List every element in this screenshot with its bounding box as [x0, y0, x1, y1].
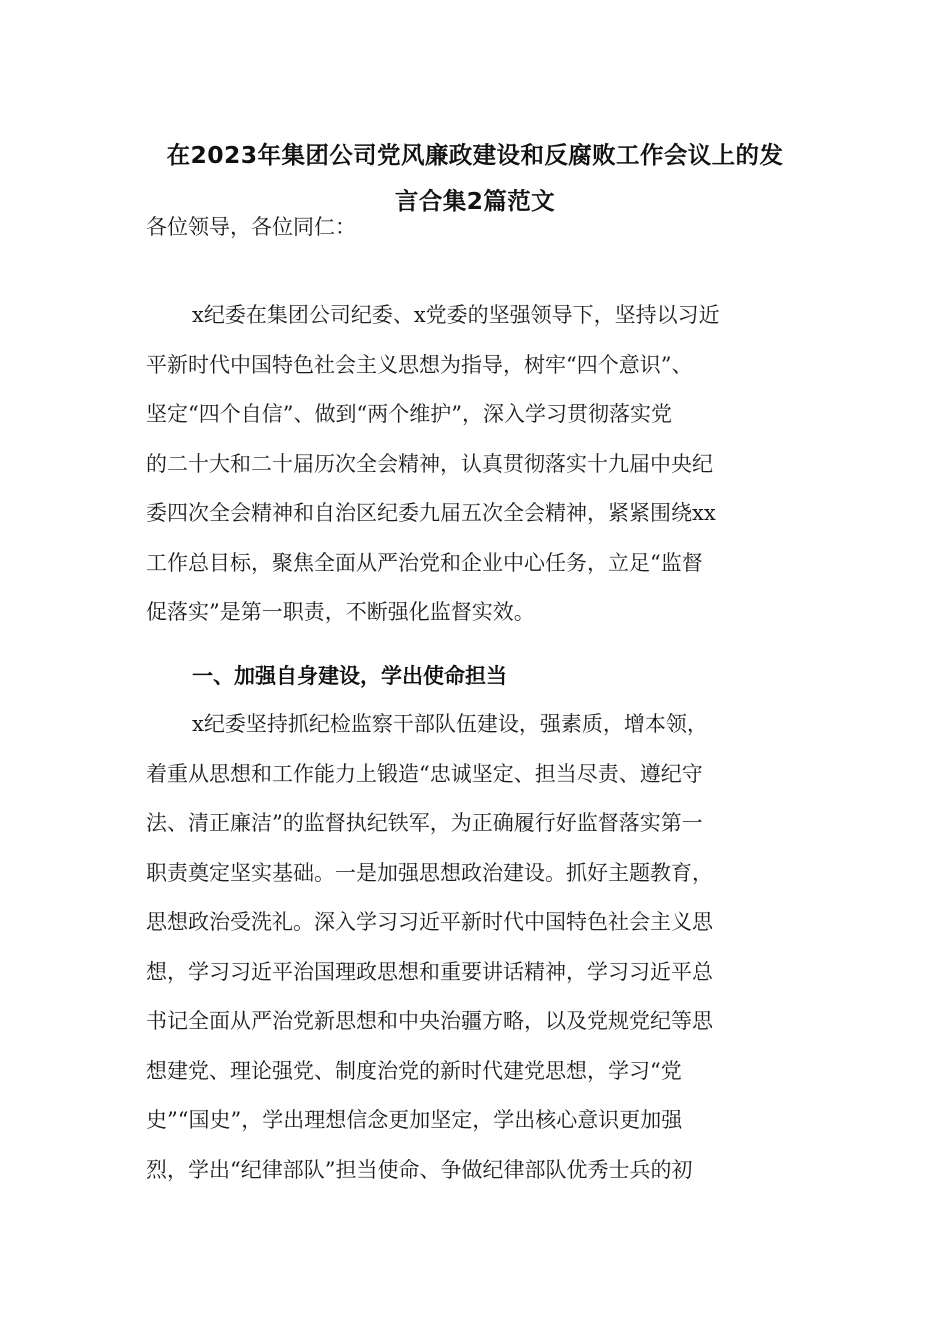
- paragraph-line: 思想政治受洗礼。深入学习习近平新时代中国特色社会主义思: [146, 910, 713, 934]
- paragraph-line: 委四次全会精神和自治区纪委九届五次全会精神，紧紧围绕xx: [146, 501, 716, 525]
- paragraph-section-1: [146, 700, 806, 1195]
- paragraph-line: 的二十大和二十届历次全会精神，认真贯彻落实十九届中央纪: [146, 451, 713, 476]
- title-line: 在2023年集团公司党风廉政建设和反腐败工作会议上的发: [166, 141, 784, 169]
- paragraph-line: 书记全面从严治党新思想和中央治疆方略，以及党规党纪等思: [146, 1009, 713, 1033]
- paragraph-line: 想，学习习近平治国理政思想和重要讲话精神，学习习近平总: [146, 959, 713, 984]
- paragraph-line: 史”“国史”，学出理想信念更加坚定，学出核心意识更加强: [146, 1108, 683, 1132]
- paragraph-line: 促落实”是第一职责，不断强化监督实效。: [146, 600, 535, 624]
- paragraph-line: x纪委坚持抓纪检监察干部队伍建设，强素质，增本领，: [192, 712, 708, 736]
- paragraph-line: 烈，学出“纪律部队”担当使命、争做纪律部队优秀士兵的初: [146, 1157, 693, 1182]
- paragraph-intro: [146, 291, 806, 638]
- paragraph-line: 平新时代中国特色社会主义思想为指导，树牢“四个意识”、: [146, 352, 693, 377]
- paragraph-line: 工作总目标，聚焦全面从严治党和企业中心任务，立足“监督: [146, 550, 703, 575]
- salutation: 各位领导，各位同仁：: [146, 215, 356, 239]
- section-heading-1: 一、加强自身建设，学出使命担当: [192, 664, 507, 688]
- paragraph-line: 着重从思想和工作能力上锻造“忠诚坚定、担当尽责、遵纪守: [146, 761, 703, 786]
- paragraph-line: 职责奠定坚实基础。一是加强思想政治建设。抓好主题教育，: [146, 860, 713, 885]
- paragraph-line: 法、清正廉洁”的监督执纪铁军，为正确履行好监督落实第一: [146, 811, 703, 835]
- title-line: 言合集2篇范文: [394, 187, 556, 215]
- paragraph-line: 坚定“四个自信”、做到“两个维护”，深入学习贯彻落实党: [146, 402, 672, 426]
- paragraph-line: x纪委在集团公司纪委、x党委的坚强领导下，坚持以习近: [192, 303, 720, 327]
- paragraph-line: 想建党、理论强党、制度治党的新时代建党思想，学习“党: [146, 1058, 682, 1083]
